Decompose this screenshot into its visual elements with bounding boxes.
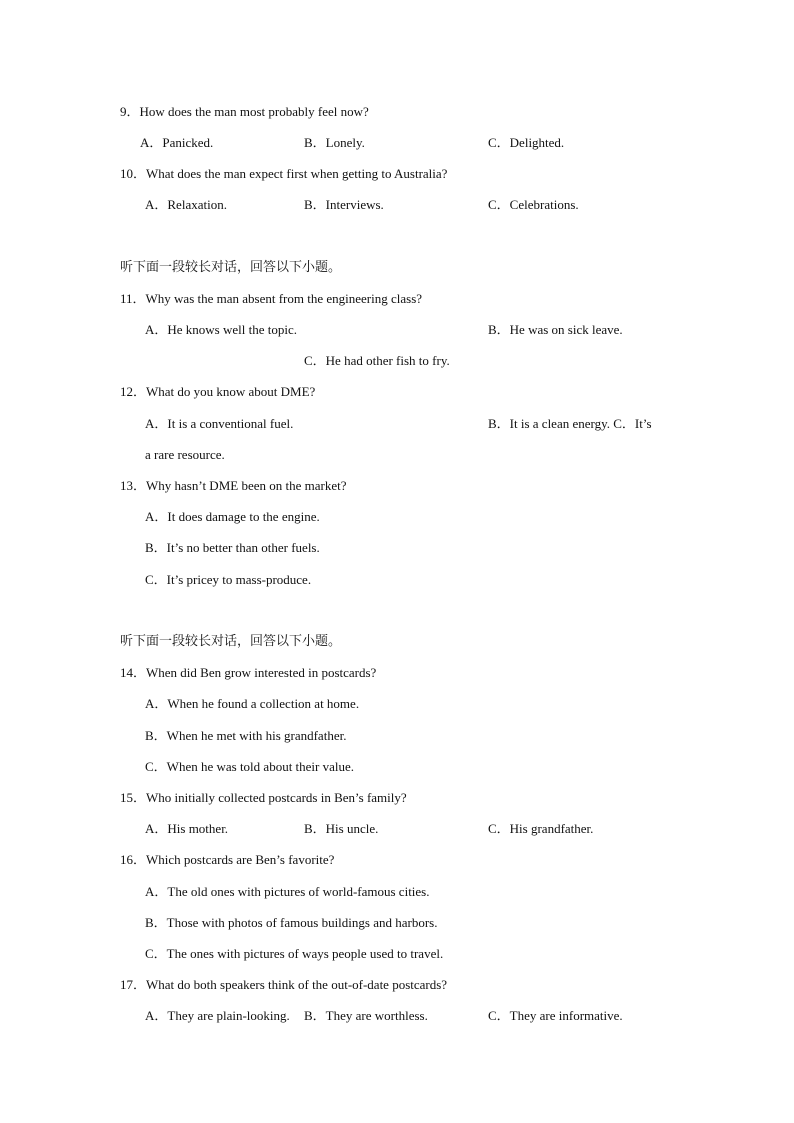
question-12-option-a: A．It is a conventional fuel.	[145, 416, 294, 431]
question-17-option-c: C．They are informative.	[488, 1008, 623, 1023]
question-9-option-a: A．Panicked.	[140, 135, 214, 150]
question-13-option-b: B．It’s no better than other fuels.	[145, 540, 320, 555]
question-11-option-b: B．He was on sick leave.	[488, 322, 623, 337]
question-11-option-a: A．He knows well the topic.	[145, 322, 298, 337]
section-instruction: 听下面一段较长对话，回答以下小题。	[120, 260, 342, 275]
question-10-option-b: B．Interviews.	[304, 197, 384, 212]
question-17-option-a: A．They are plain-looking.	[145, 1008, 290, 1023]
question-16-option-c: C．The ones with pictures of ways people used to travel.	[145, 946, 444, 961]
question-14-option-a: A．When he found a collection at home.	[145, 696, 360, 711]
question-9-stem: 9．How does the man most probably feel now?	[120, 104, 369, 119]
question-10-option-a: A．Relaxation.	[145, 197, 227, 212]
question-16-stem: 16．Which postcards are Ben’s favorite?	[120, 852, 335, 867]
question-11-option-c: C．He had other fish to fry.	[304, 353, 450, 368]
question-15-option-b: B．His uncle.	[304, 821, 379, 836]
question-16-option-a: A．The old ones with pictures of world-famous cities.	[145, 884, 430, 899]
question-13-stem: 13．Why hasn’t DME been on the market?	[120, 478, 347, 493]
question-9-option-b: B．Lonely.	[304, 135, 365, 150]
question-12-stem: 12．What do you know about DME?	[120, 384, 316, 399]
question-15-option-a: A．His mother.	[145, 821, 229, 836]
section-instruction: 听下面一段较长对话，回答以下小题。	[120, 634, 342, 649]
question-17-option-b: B．They are worthless.	[304, 1008, 428, 1023]
question-13-option-a: A．It does damage to the engine.	[145, 509, 320, 524]
question-17-stem: 17．What do both speakers think of the out-of-date postcards?	[120, 977, 448, 992]
question-14-stem: 14．When did Ben grow interested in postcards?	[120, 665, 377, 680]
question-12-option-b: B．It is a clean energy. C．It’s	[488, 416, 652, 431]
question-15-option-c: C．His grandfather.	[488, 821, 594, 836]
question-16-option-b: B．Those with photos of famous buildings and harbors.	[145, 915, 438, 930]
question-15-stem: 15．Who initially collected postcards in Ben’s family?	[120, 790, 407, 805]
question-10-option-c: C．Celebrations.	[488, 197, 579, 212]
question-12-option-c-continued: a rare resource.	[145, 447, 225, 462]
question-14-option-b: B．When he met with his grandfather.	[145, 728, 347, 743]
question-13-option-c: C．It’s pricey to mass-produce.	[145, 572, 312, 587]
question-14-option-c: C．When he was told about their value.	[145, 759, 355, 774]
question-10-stem: 10．What does the man expect first when getting to Australia?	[120, 166, 448, 181]
question-11-stem: 11．Why was the man absent from the engineering class?	[120, 291, 423, 306]
question-9-option-c: C．Delighted.	[488, 135, 565, 150]
